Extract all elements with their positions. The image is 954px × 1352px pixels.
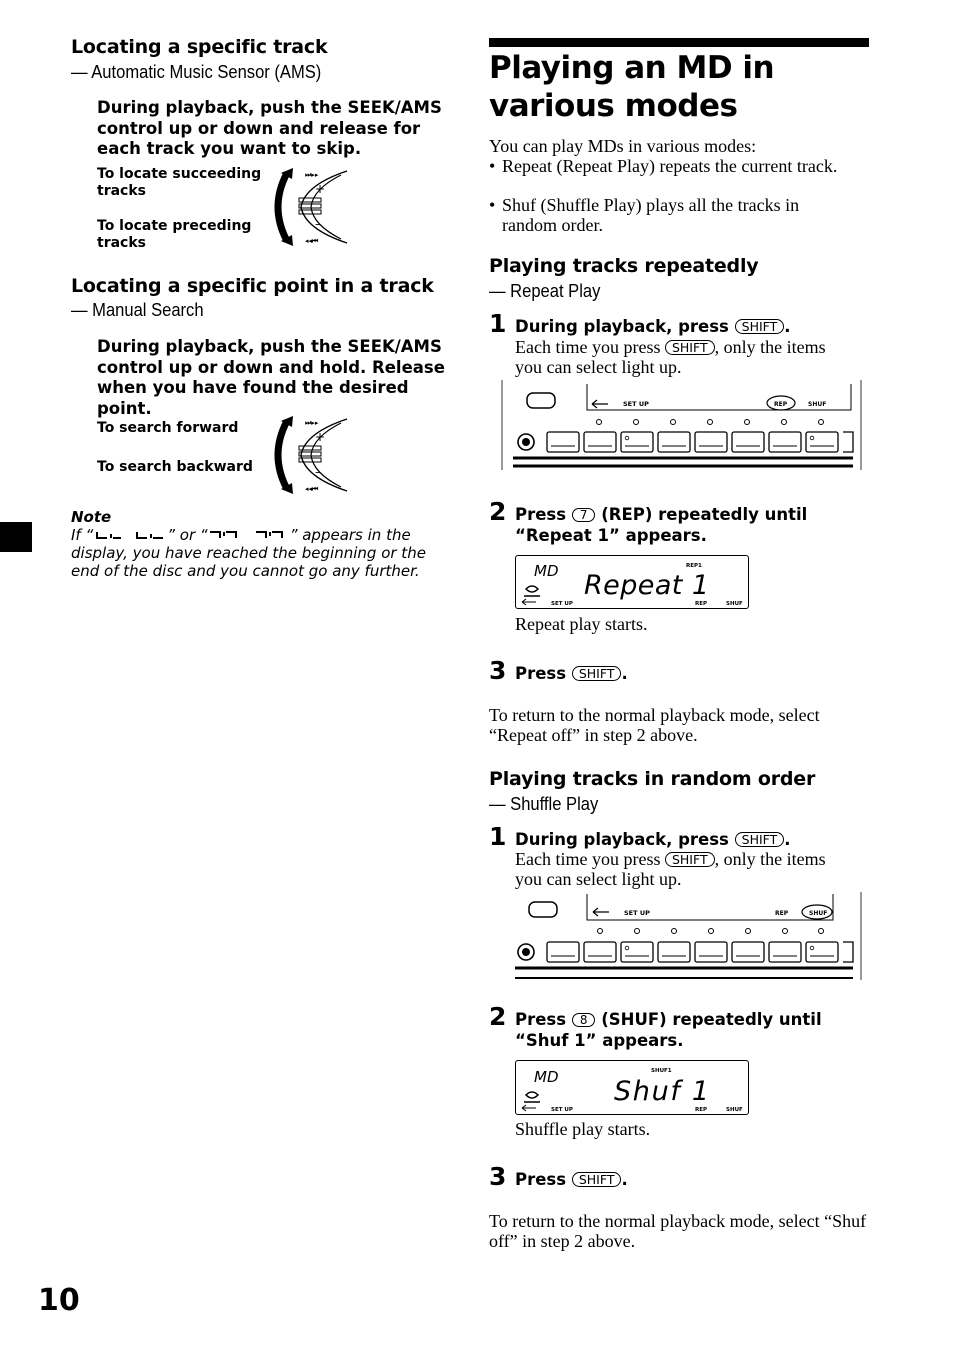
repeat-step2-text-c: “Repeat 1” appears.: [515, 525, 707, 545]
ams-subheading: — Automatic Music Sensor (AMS): [71, 62, 322, 82]
manual-label-backward: To search backward: [97, 459, 253, 475]
lcd-display-shuffle: [515, 1060, 749, 1115]
manual-instruction: During playback, push the SEEK/AMS control up or down and hold. Release when you have found the desired point.: [97, 337, 445, 418]
shuffle-step2-text-a: Press: [515, 1010, 567, 1029]
manual-subheading: — Manual Search: [71, 300, 204, 320]
shuffle-step3-instruction: [515, 1170, 628, 1191]
panel-rep-label: REP: [774, 401, 788, 408]
repeat-step1-body-a: Each time you press: [515, 337, 661, 357]
lcd-rep-label: REP: [695, 601, 708, 607]
repeat-step1-text: During playback, press: [515, 317, 729, 336]
repeat-step1-number: 1: [489, 309, 507, 338]
shuffle-step2-text-b: (SHUF) repeatedly until: [601, 1010, 822, 1029]
shuffle-subheading: — Shuffle Play: [489, 794, 599, 814]
manual-heading: Locating a specific point in a track: [71, 275, 434, 297]
shuffle-step1-body-a: Each time you press: [515, 849, 661, 869]
shuffle-step1-text: During playback, press: [515, 830, 729, 849]
shift-key-icon: SHIFT: [572, 666, 622, 681]
lcd-md-label: MD: [534, 1068, 559, 1086]
section-thumb-tab: [0, 522, 32, 552]
svg-text:–: –: [315, 217, 321, 231]
svg-text:–: –: [315, 465, 321, 479]
lcd-md-label: MD: [534, 562, 559, 580]
svg-text:+: +: [315, 430, 326, 444]
page-title: Playing an MD in various modes: [489, 50, 775, 124]
unit-panel-illustration-rep: [501, 380, 865, 475]
note-text-after: ” appears in the display, you have reached the beginning or the end of the disc and you cannot go any further.: [71, 526, 426, 580]
ams-label-succeeding: To locate succeeding tracks: [97, 166, 262, 199]
repeat-step1-period: .: [784, 317, 791, 336]
note-text-middle: ” or “: [167, 526, 208, 544]
repeat-step3-text: Press: [515, 664, 567, 683]
shuffle-step1-body: [515, 850, 845, 889]
lcd-shuf1-indicator: SHUF1: [651, 1068, 672, 1074]
lcd-shuf-label: SHUF: [726, 1107, 743, 1113]
shuffle-step1-period: .: [784, 830, 791, 849]
repeat-step1-body: [515, 338, 845, 377]
key-7-icon: 7: [572, 508, 596, 522]
svg-text:◂◂⏮: ◂◂⏮: [305, 485, 319, 493]
lcd-display-repeat: [515, 555, 749, 609]
bullet-shuffle: • Shuf (Shuffle Play) plays all the tracks in random order.: [489, 196, 839, 235]
note-text-before: If “: [71, 526, 94, 544]
key-8-icon: 8: [572, 1013, 596, 1027]
panel-shuf-label: SHUF: [809, 910, 828, 917]
shuffle-return-text: To return to the normal playback mode, select “Shuf off” in step 2 above.: [489, 1211, 867, 1251]
repeat-step2-text-a: Press: [515, 505, 567, 524]
lcd-begin-symbol-icon: [93, 530, 167, 540]
lcd-rep1-indicator: REP1: [686, 563, 702, 569]
shuffle-step3-number: 3: [489, 1162, 507, 1191]
manual-label-forward: To search forward: [97, 420, 239, 436]
svg-text:◂◂⏮: ◂◂⏮: [305, 237, 319, 245]
lcd-rep-label: REP: [695, 1107, 708, 1113]
repeat-step3-number: 3: [489, 656, 507, 685]
ams-heading: Locating a specific track: [71, 36, 328, 58]
panel-setup-label: SET UP: [624, 909, 650, 917]
ams-instruction: During playback, push the SEEK/AMS control up or down and release for each track you want to skip.: [97, 98, 442, 158]
repeat-step2-instruction: [515, 505, 855, 546]
shuffle-heading: Playing tracks in random order: [489, 768, 816, 790]
svg-text:+: +: [315, 182, 326, 196]
note-heading: Note: [71, 508, 112, 526]
repeat-step2-number: 2: [489, 497, 507, 526]
bullet-shuffle-text: Shuf (Shuffle Play) plays all the tracks in random order.: [502, 195, 800, 235]
lcd-shuf-label: SHUF: [726, 601, 743, 607]
lcd-repeat-text: Repeat 1: [584, 570, 709, 601]
repeat-step3-instruction: [515, 664, 628, 685]
repeat-return-text: To return to the normal playback mode, select “Repeat off” in step 2 above.: [489, 705, 820, 745]
seek-ams-control-illustration-1: [265, 165, 357, 249]
page-number: 10: [38, 1283, 80, 1318]
shift-key-icon: SHIFT: [665, 852, 715, 867]
lcd-end-symbol-icon: [208, 530, 290, 540]
shuffle-step1-number: 1: [489, 822, 507, 851]
repeat-subheading: — Repeat Play: [489, 281, 601, 301]
shift-key-icon: SHIFT: [572, 1172, 622, 1187]
repeat-step3-period: .: [621, 664, 628, 683]
panel-shuf-label: SHUF: [808, 401, 827, 408]
panel-rep-label: REP: [775, 910, 789, 917]
intro-text: You can play MDs in various modes:: [489, 136, 757, 156]
repeat-step2-text-b: (REP) repeatedly until: [601, 505, 808, 524]
seek-ams-control-illustration-2: [265, 413, 357, 497]
note-text: [71, 526, 441, 580]
shuffle-step1-body-b: , only the items you can select light up.: [515, 849, 826, 889]
svg-text:⏭▸▸: ⏭▸▸: [305, 171, 319, 179]
lcd-setup-label: SET UP: [551, 1107, 573, 1113]
unit-panel-illustration-shuf: [513, 890, 865, 985]
lcd-shuf-text: Shuf 1: [614, 1076, 709, 1107]
ams-label-preceding: To locate preceding tracks: [97, 218, 252, 251]
svg-text:⏭▸▸: ⏭▸▸: [305, 419, 319, 427]
shuffle-step3-text: Press: [515, 1170, 567, 1189]
repeat-starts-text: Repeat play starts.: [515, 614, 648, 634]
repeat-step1-instruction: [515, 317, 791, 338]
shuffle-step2-number: 2: [489, 1002, 507, 1031]
lcd-setup-label: SET UP: [551, 601, 573, 607]
repeat-step1-body-b: , only the items you can select light up.: [515, 337, 826, 377]
shift-key-icon: SHIFT: [665, 340, 715, 355]
shift-key-icon: SHIFT: [735, 832, 785, 847]
bullet-repeat-text: Repeat (Repeat Play) repeats the current track.: [502, 156, 838, 176]
title-rule: [489, 38, 869, 47]
shift-key-icon: SHIFT: [735, 319, 785, 334]
shuffle-starts-text: Shuffle play starts.: [515, 1119, 651, 1139]
shuffle-step3-period: .: [621, 1170, 628, 1189]
shuffle-step1-instruction: [515, 830, 791, 851]
shuffle-step2-instruction: [515, 1010, 855, 1051]
repeat-heading: Playing tracks repeatedly: [489, 255, 759, 277]
shuffle-step2-text-c: “Shuf 1” appears.: [515, 1030, 684, 1050]
panel-setup-label: SET UP: [623, 400, 649, 408]
bullet-repeat: • Repeat (Repeat Play) repeats the current track.: [489, 156, 838, 176]
